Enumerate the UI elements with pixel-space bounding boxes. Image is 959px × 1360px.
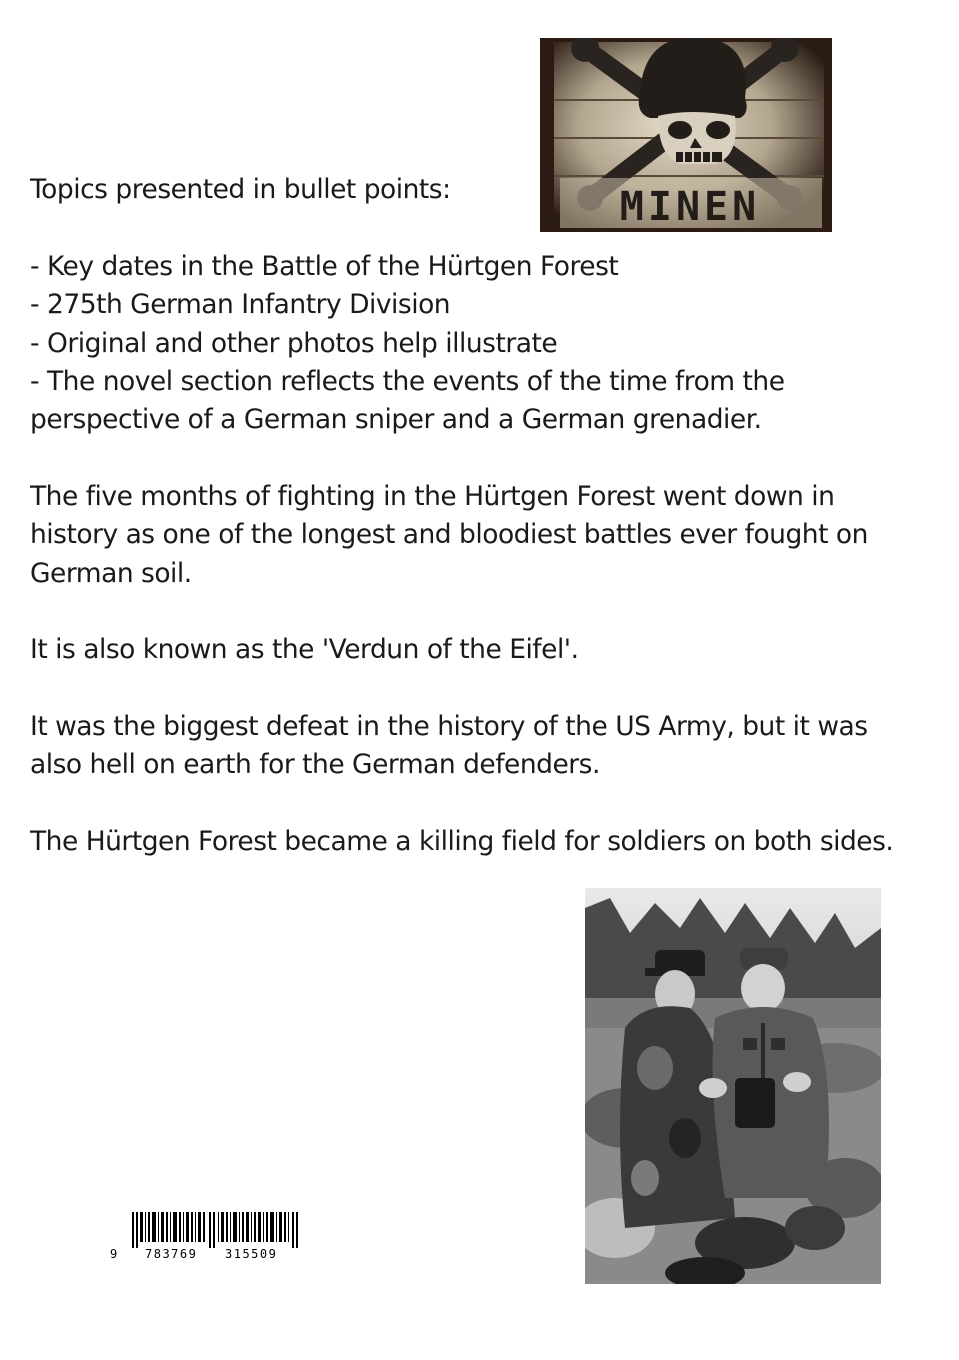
description-paragraph xyxy=(30,631,900,669)
bullet-item: - Key dates in the Battle of the Hürtgen Forest xyxy=(30,251,619,282)
bullet-item: - Original and other photos help illustrate xyxy=(30,327,558,359)
description-paragraph xyxy=(30,478,900,593)
description-paragraph xyxy=(30,708,900,785)
paragraph-text: The Hürtgen Forest became a killing field for soldiers on both sides. xyxy=(30,826,894,857)
minen-sign-text: MINEN xyxy=(619,184,761,230)
soldiers-photo xyxy=(585,888,881,1284)
barcode-first-digit: 9 xyxy=(110,1247,119,1261)
soldiers-photo-icon xyxy=(585,888,881,1284)
paragraph-text: It is also known as the 'Verdun of the Eifel'. xyxy=(30,634,579,665)
barcode-bars xyxy=(130,1212,305,1248)
topics-heading xyxy=(30,171,900,209)
description-paragraph xyxy=(30,823,900,861)
bullet-item: - 275th German Infantry Division xyxy=(30,289,451,321)
topics-bullet-list xyxy=(30,248,900,439)
isbn-barcode xyxy=(110,1212,300,1262)
bullet-item: - The novel section reflects the events of the time from the perspective of a German sniper and a German grenadier. xyxy=(30,365,785,436)
topics-heading-text: Topics presented in bullet points: xyxy=(30,174,451,205)
paragraph-text: It was the biggest defeat in the history of the US Army, but it was also hell on earth for the German defenders. xyxy=(30,711,868,781)
paragraph-text: The five months of fighting in the Hürtgen Forest went down in history as one of the longest and bloodiest battles ever fought on German soil. xyxy=(30,481,868,589)
barcode-left-digits: 783769 xyxy=(145,1247,198,1261)
barcode-right-digits: 315509 xyxy=(225,1247,278,1261)
